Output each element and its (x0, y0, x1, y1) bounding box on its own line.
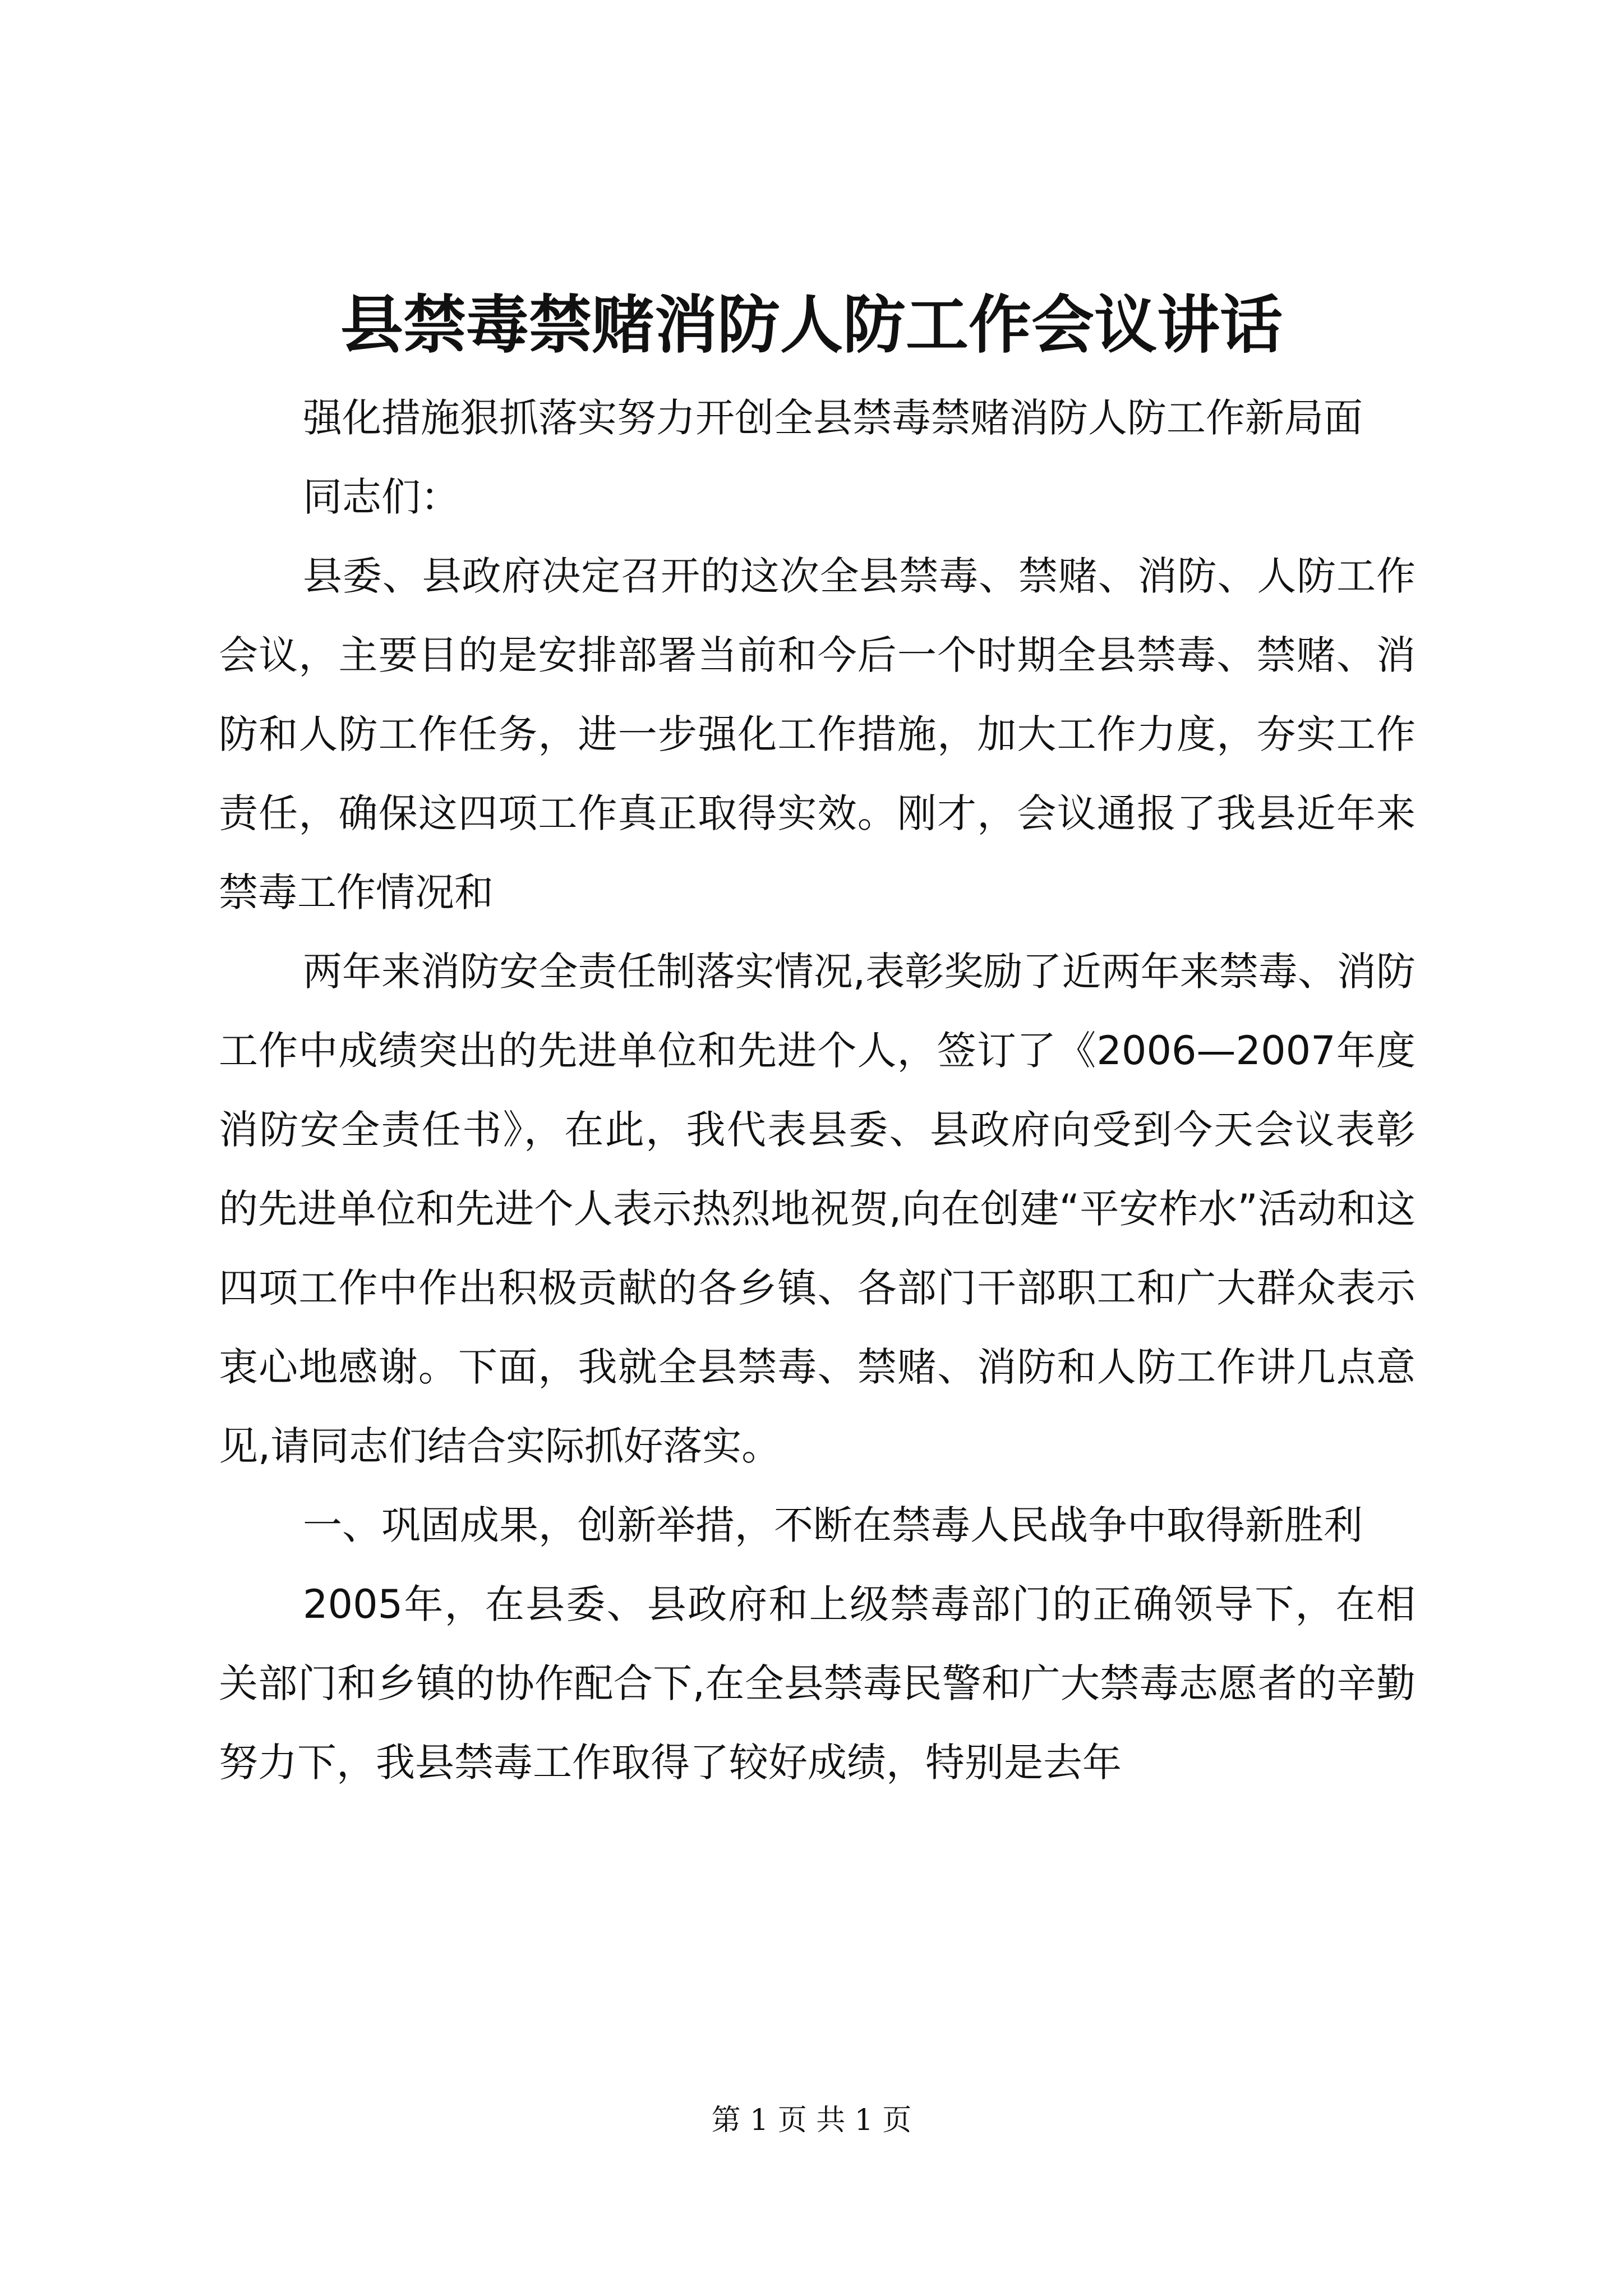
body-paragraph: 县委、县政府决定召开的这次全县禁毒、禁赌、消防、人防工作会议，主要目的是安排部署当前和今后一个时期全县禁毒、禁赌、消防和人防工作任务，进一步强化工作措施，加大工作力度，夯实工作责任，确保这四项工作真正取得实效。刚才，会议通报了我县近年来禁毒工作情况和 (219, 553, 1415, 915)
body-paragraph: 2005年，在县委、县政府和上级禁毒部门的正确领导下，在相关部门和乡镇的协作配合下,在全县禁毒民警和广大禁毒志愿者的辛勤努力下，我县禁毒工作取得了较好成绩，特别是去年 (219, 1581, 1415, 1786)
document-title: 县禁毒禁赌消防人防工作会议讲话 (340, 288, 1283, 362)
body-paragraph: 两年来消防安全责任制落实情况,表彰奖励了近两年来禁毒、消防工作中成绩突出的先进单位和先进个人，签订了《2006—2007年度消防安全责任书》，在此，我代表县委、县政府向受到今天会议表彰的先进单位和先进个人表示热烈地祝贺,向在创建“平安柞水”活动和这四项工作中作出积极贡献的各乡镇、各部门干部职工和广大群众表示衷心地感谢。下面，我就全县禁毒、禁赌、消防和人防工作讲几点意见,请同志们结合实际抓好落实。 (219, 949, 1415, 1469)
section-heading: 一、巩固成果，创新举措，不断在禁毒人民战争中取得新胜利 (303, 1502, 1363, 1548)
salutation-paragraph: 同志们： (303, 474, 460, 520)
page-number-footer: 第 1 页 共 1 页 (711, 2104, 912, 2137)
document-body (219, 379, 1415, 1802)
subtitle-paragraph: 强化措施狠抓落实努力开创全县禁毒禁赌消防人防工作新局面 (303, 395, 1363, 441)
